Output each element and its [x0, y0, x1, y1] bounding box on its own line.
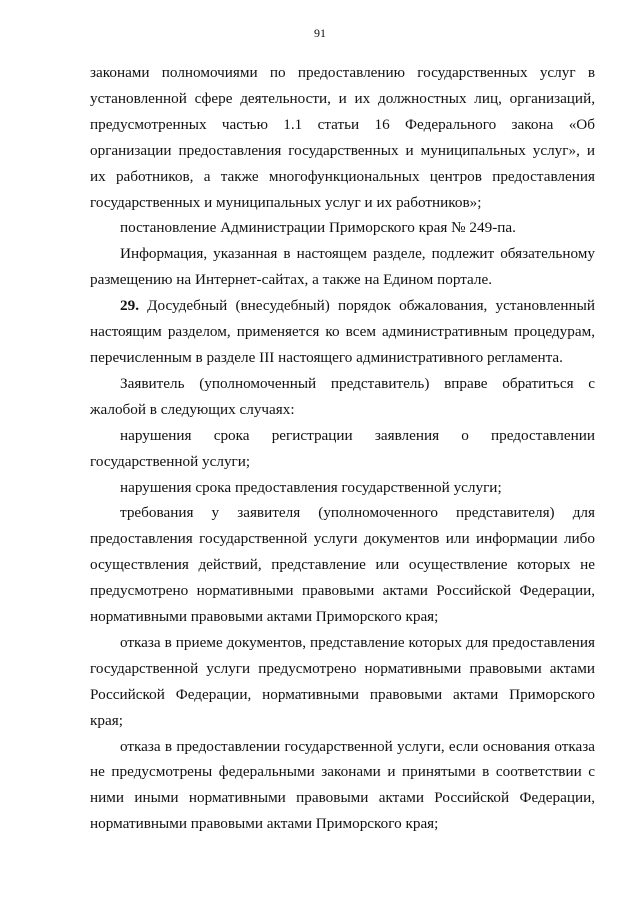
paragraph-case-requirements: требования у заявителя (уполномоченного представителя) для предоставления государственной услуги документов или информации либо осуществления действий, представление или осуществление которых не предусмотрено нормативными правовыми актами Российской Федерации, нормативными правовыми актами Приморского края; [90, 504, 595, 626]
paragraph-continuation: законами полномочиями по предоставлению государственных услуг в установленной сфере деятельности, и их должностных лиц, организаций, предусмотренных частью 1.1 статьи 16 Федерального закона «Об организации предоставления государственных и муниципальных услуг», и их работников, а также многофункциональных центров предоставления государственных и муниципальных услуг и их работников»; [90, 64, 595, 211]
paragraph-29-text: Досудебный (внесудебный) порядок обжалования, установленный настоящим разделом, применяется ко всем административным процедурам, перечисленным в разделе III настоящего административного регламента. [90, 297, 595, 366]
paragraph-case-refusal-acceptance: отказа в приеме документов, представление которых для предоставления государственной услуги предусмотрено нормативными правовыми актами Российской Федерации, нормативными правовыми актами Приморского края; [90, 633, 595, 729]
paragraph-information: Информация, указанная в настоящем разделе, подлежит обязательному размещению на Интернет-сайтах, а также на Едином портале. [90, 245, 595, 289]
paragraph-case-refusal-service: отказа в предоставлении государственной услуги, если основания отказа не предусмотрены федеральными законами и принятыми в соответствии с ними иными нормативными правовыми актами Российской Федерации, нормативными правовыми актами Приморского края; [90, 737, 595, 833]
paragraph-case-registration: нарушения срока регистрации заявления о предоставлении государственной услуги; [90, 426, 595, 470]
document-body [90, 60, 595, 837]
page-number: 91 [314, 26, 326, 40]
paragraph-case-deadline: нарушения срока предоставления государственной услуги; [120, 478, 502, 496]
paragraph-applicant: Заявитель (уполномоченный представитель) вправе обратиться с жалобой в следующих случаях: [90, 374, 595, 418]
paragraph-resolution: постановление Администрации Приморского края № 249-па. [120, 219, 516, 237]
paragraph-number: 29. [120, 297, 139, 315]
paragraph-29 [90, 293, 595, 371]
